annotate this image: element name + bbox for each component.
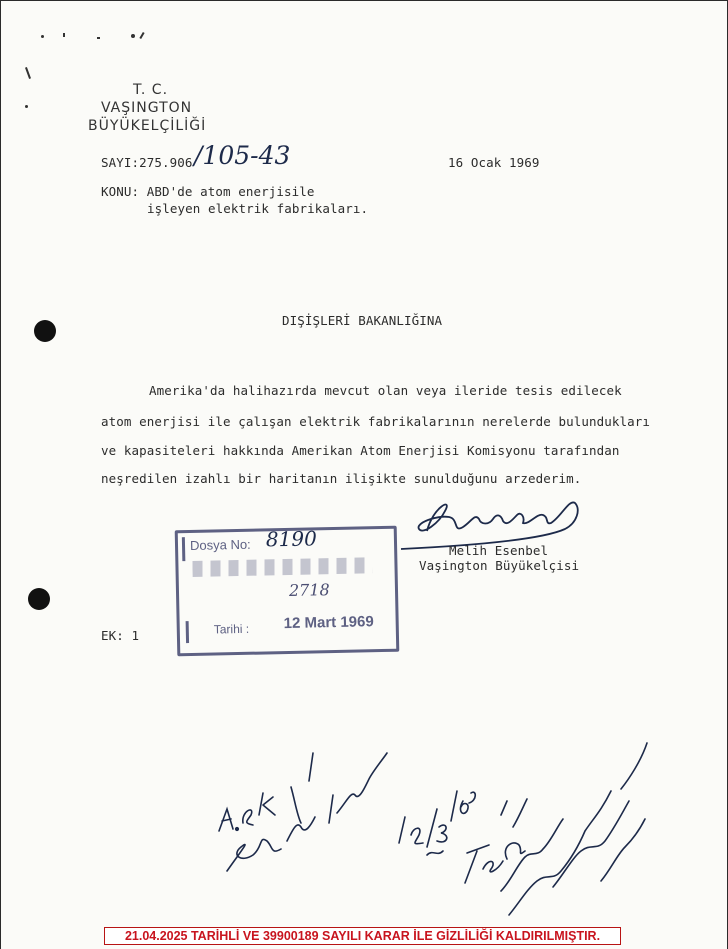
- handwritten-annotations: [201, 731, 671, 921]
- subject-line-1: KONU: ABD'de atom enerjisile: [101, 184, 315, 199]
- stamp-left-bar-lower: [186, 621, 189, 643]
- header-tc: T. C.: [133, 82, 169, 98]
- stamp-left-bar: [182, 537, 186, 561]
- body-line-1: Amerika'da halihazırda mevcut olan veya ileride tesis edilecek: [149, 383, 622, 398]
- recipient: DIŞİŞLERİ BAKANLIĞINA: [282, 313, 443, 328]
- stamp-date: 12 Mart 1969: [283, 613, 374, 633]
- scan-marks: [41, 31, 151, 45]
- enclosure: EK: 1: [101, 628, 140, 643]
- subject-line-2: işleyen elektrik fabrikaları.: [147, 201, 369, 216]
- punch-hole-bottom: [28, 588, 50, 610]
- punch-hole-top: [34, 320, 56, 342]
- stamp-dosya-number: 8190: [265, 526, 318, 552]
- body-line-2: atom enerjisi ile çalışan elektrik fabrikalarının nerelerde bulundukları: [101, 414, 651, 429]
- scan-mark: [25, 67, 31, 79]
- declassification-banner: 21.04.2025 TARİHLİ VE 39900189 SAYILI KARAR İLE GİZLİLİĞİ KALDIRILMIŞTIR.: [104, 927, 621, 945]
- letter-date: 16 Ocak 1969: [448, 155, 540, 170]
- stamp-dosya-label: Dosya No:: [189, 536, 251, 554]
- handwritten-reference: /105-43: [194, 141, 291, 170]
- signer-title: Vaşington Büyükelçisi: [419, 558, 580, 573]
- body-line-4: neşredilen izahlı bir haritanın ilişikte sunulduğunu arzederim.: [101, 471, 582, 486]
- signer-name: Melih Esenbel: [449, 543, 549, 558]
- header-embassy: BÜYÜKELÇİLİĞİ: [88, 118, 207, 134]
- stamp-handwritten-number: 2718: [288, 580, 330, 600]
- scan-mark: [25, 105, 28, 108]
- header-city: VAŞINGTON: [101, 100, 193, 116]
- registry-stamp: [175, 526, 400, 657]
- stamp-tarih-label: Tarihi :: [213, 621, 250, 637]
- stamp-smudge: [192, 557, 372, 577]
- body-line-3: ve kapasiteleri hakkında Amerikan Atom Enerjisi Komisyonu tarafından: [101, 443, 620, 458]
- reference-number: SAYI:275.906: [101, 155, 193, 170]
